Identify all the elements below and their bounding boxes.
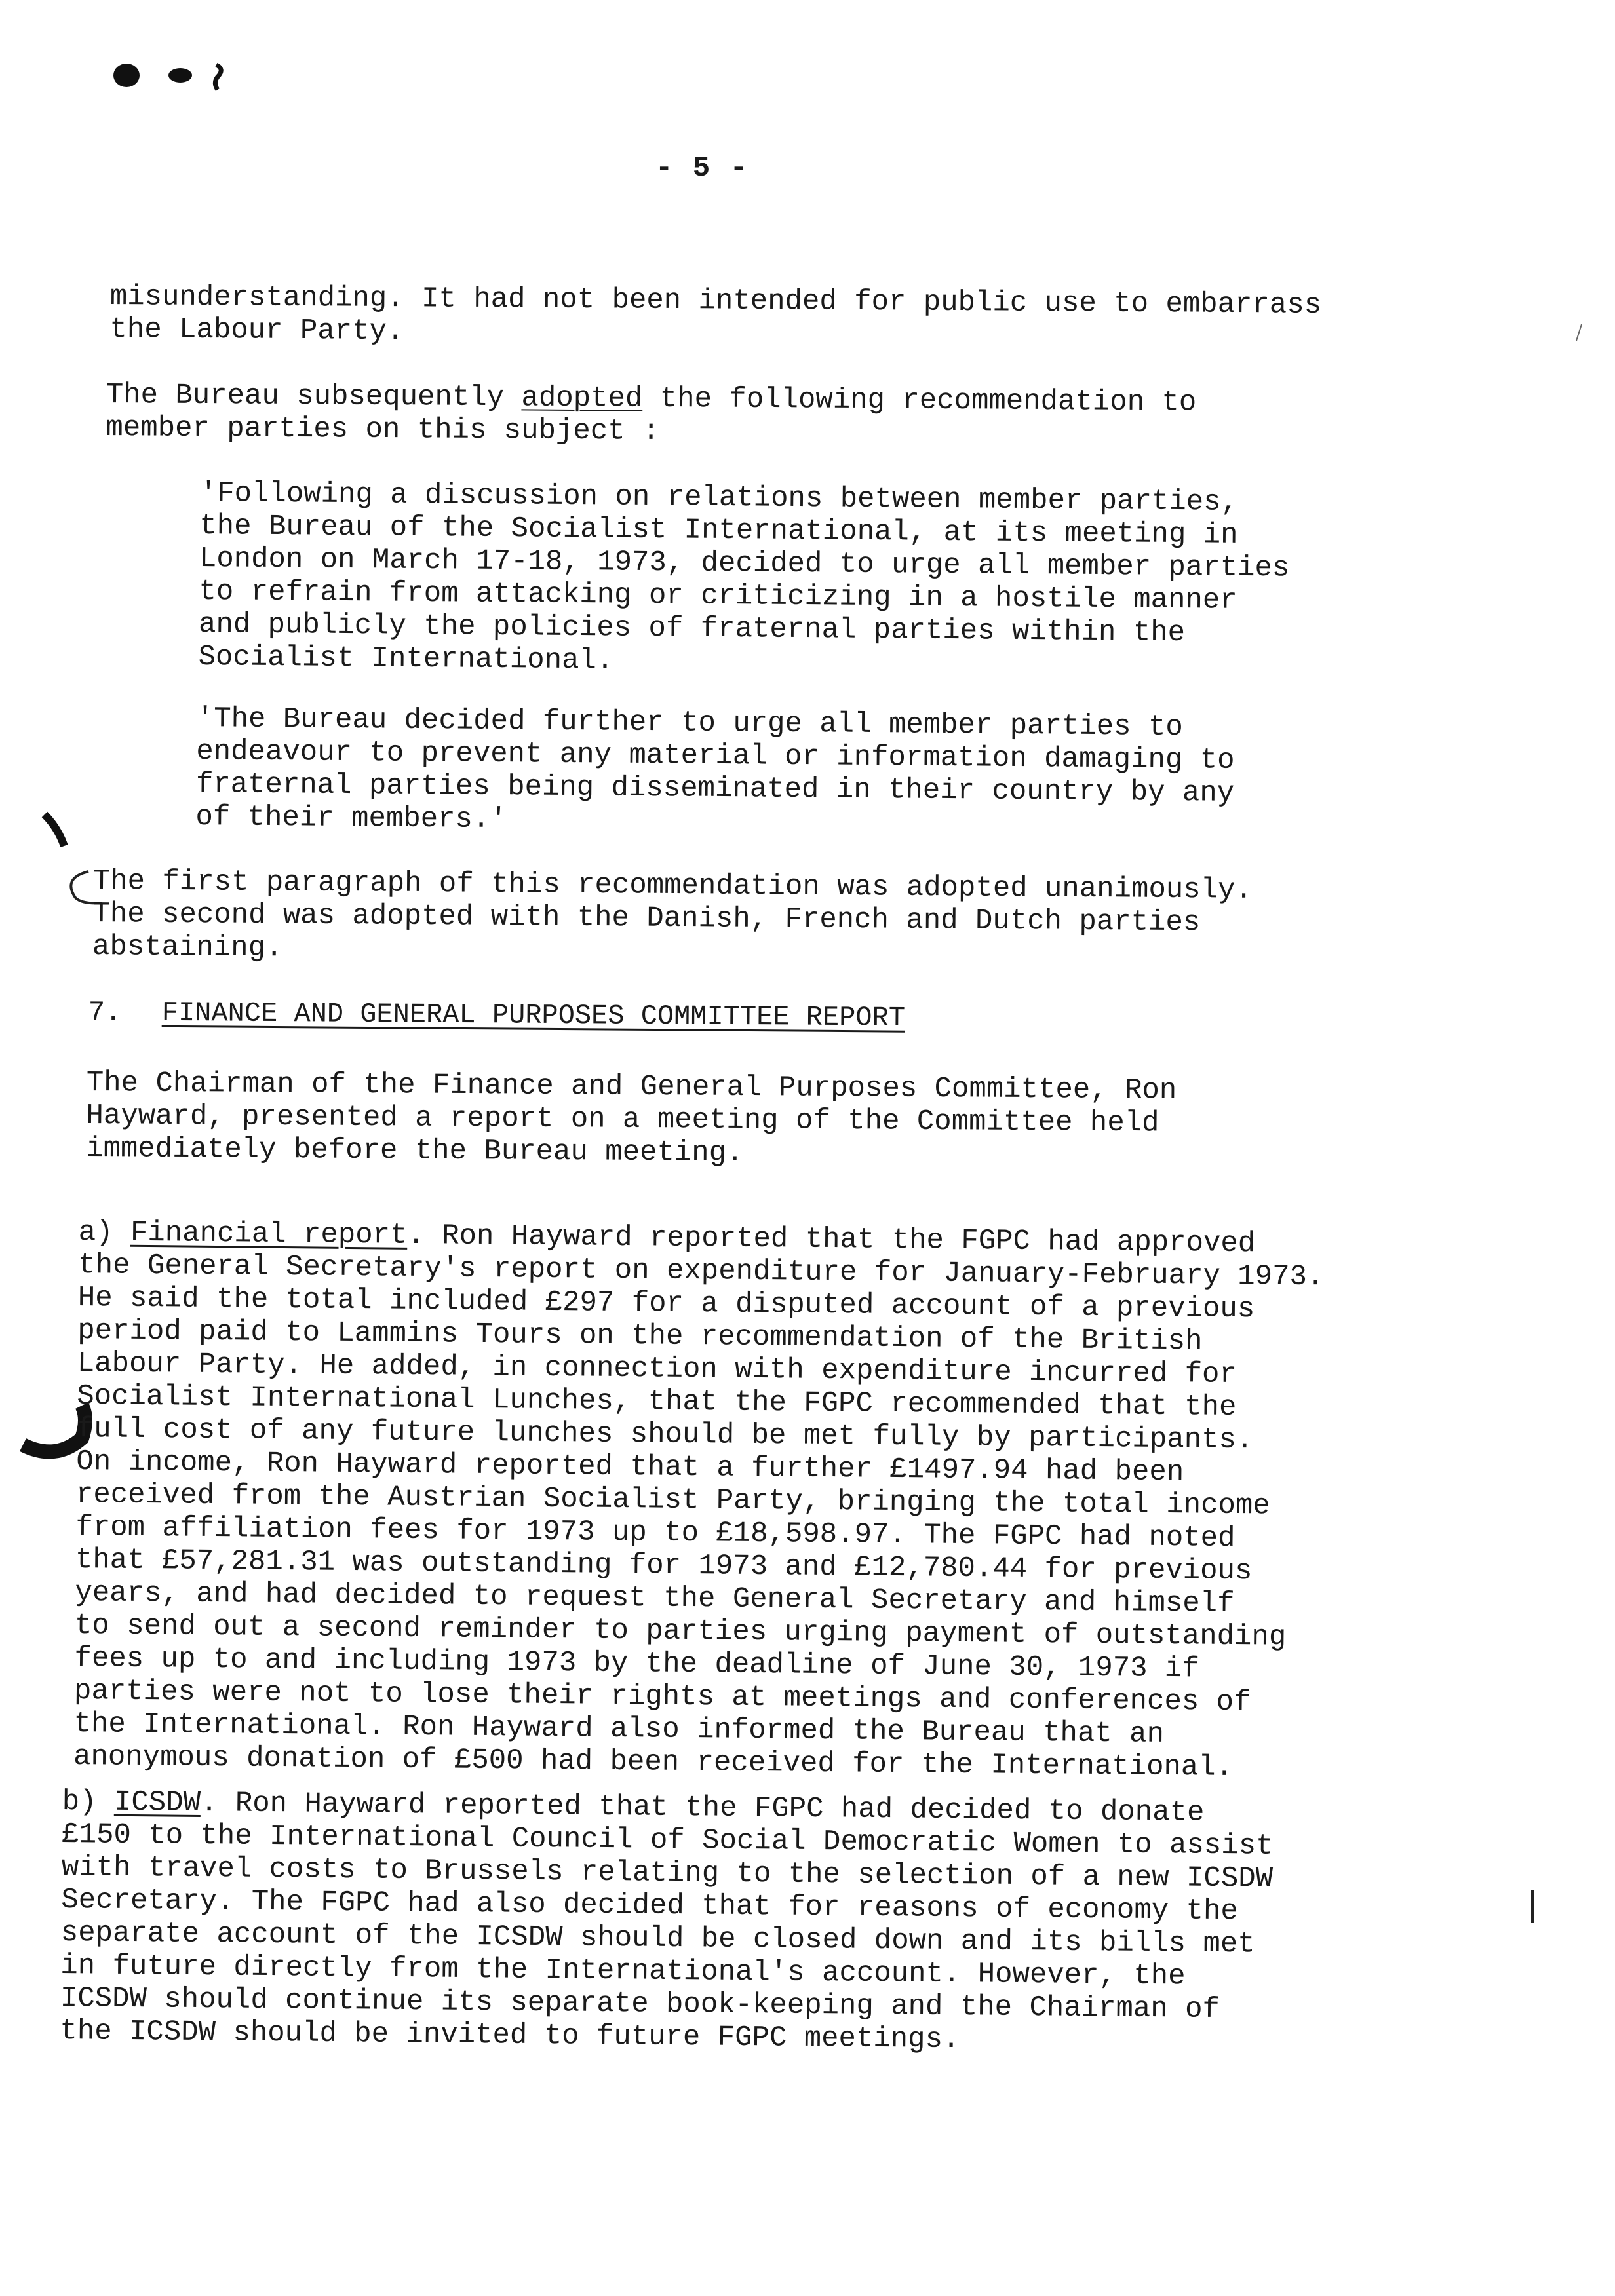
item-label: ICSDW — [113, 1786, 201, 1820]
quoted-recommendation-2: 'The Bureau decided further to urge all member parties to endeavour to prevent any material or information damaging to fraternal parties being disseminated in their country by any of their members.' — [195, 702, 1235, 837]
paragraph-financial-report — [73, 1216, 1521, 1787]
section-heading — [88, 996, 906, 1035]
paragraph-icsdw — [60, 1786, 1504, 2061]
paragraph-chairman-report: The Chairman of the Finance and General Purposes Committee, Ron Hayward, presented a report on a meeting of the Committee held immediately before the Bureau meeting. — [85, 1067, 1177, 1170]
scan-marks — [108, 56, 252, 102]
item-marker: b) — [62, 1786, 97, 1819]
scan-blot — [113, 64, 140, 87]
paragraph-text: . Ron Hayward reported that the FGPC had approved the General Secretary's report on expenditure for January-February 1973. He said the total included £297 for a disputed account of a previous period paid to Lammins Tours on the recommendation of the British Labour Party. He added, in connection with expenditure incurred for Socialist International Lunches, that the FGPC recommended that the full cost of any future lunches should be met fully by participants. On income, Ron Hayward reported that a further £1497.94 had been received from the Austrian Socialist Party, bringing the total income from affiliation fees for 1973 up to £18,598.97. The FGPC had noted that £57,281.31 was outstanding for 1973 and £12,780.44 for previous years, and had decided to request the General Secretary and himself to send out a second reminder to parties urging payment of outstanding fees up to and including 1973 by the deadline of June 30, 1973 if parties were not to lose their rights at meetings and conferences of the International. Ron Hayward also informed the Bureau that an anonymous donation of £500 had been received for the International. — [73, 1219, 1325, 1784]
underlined-word: adopted — [521, 381, 643, 415]
paragraph-adoption: The first paragraph of this recommendation was adopted unanimously. The second was adopted with the Danish, French and Dutch parties abstaining. — [92, 865, 1253, 965]
item-label: Financial report — [130, 1216, 408, 1252]
scan-blot — [215, 65, 221, 90]
section-title: FINANCE AND GENERAL PURPOSES COMMITTEE REPORT — [161, 997, 906, 1034]
margin-tick — [1570, 321, 1589, 347]
paragraph-text: The Bureau subsequently — [106, 379, 522, 415]
paragraph-text: the following recommendation to member parties on this subject : — [106, 382, 1197, 448]
paragraph-text: . Ron Hayward reported that the FGPC had decided to donate £150 to the International Council of Social Democratic Women to assist with travel costs to Brussels relating to the selection of a new ICSDW Secretary. The FGPC had also decided that for reasons of economy the separate account of the ICSDW should be closed down and its bills met in future directly from the International's account. However, the ICSDW should continue its separate book-keeping and the Chairman of the ICSDW should be invited to future FGPC meetings. — [60, 1787, 1274, 2057]
margin-mark — [39, 809, 79, 855]
section-number: 7. — [88, 997, 122, 1029]
paragraph-continuation: misunderstanding. It had not been intended for public use to embarrass the Labour Party. — [109, 280, 1322, 349]
quoted-recommendation-1: 'Following a discussion on relations between member parties, the Bureau of the Socialist International, at its meeting in London on March 17-18, 1973, decided to urge all member parties to refrain from attacking or criticizing in a hostile manner and publicly the policies of fraternal parties within the Socialist International. — [198, 477, 1290, 678]
paragraph-recommendation-intro — [106, 379, 1515, 454]
margin-tick — [1526, 1887, 1539, 1933]
page-number: - 5 - — [655, 152, 749, 185]
scan-blot — [168, 68, 192, 83]
item-marker: a) — [78, 1216, 113, 1250]
